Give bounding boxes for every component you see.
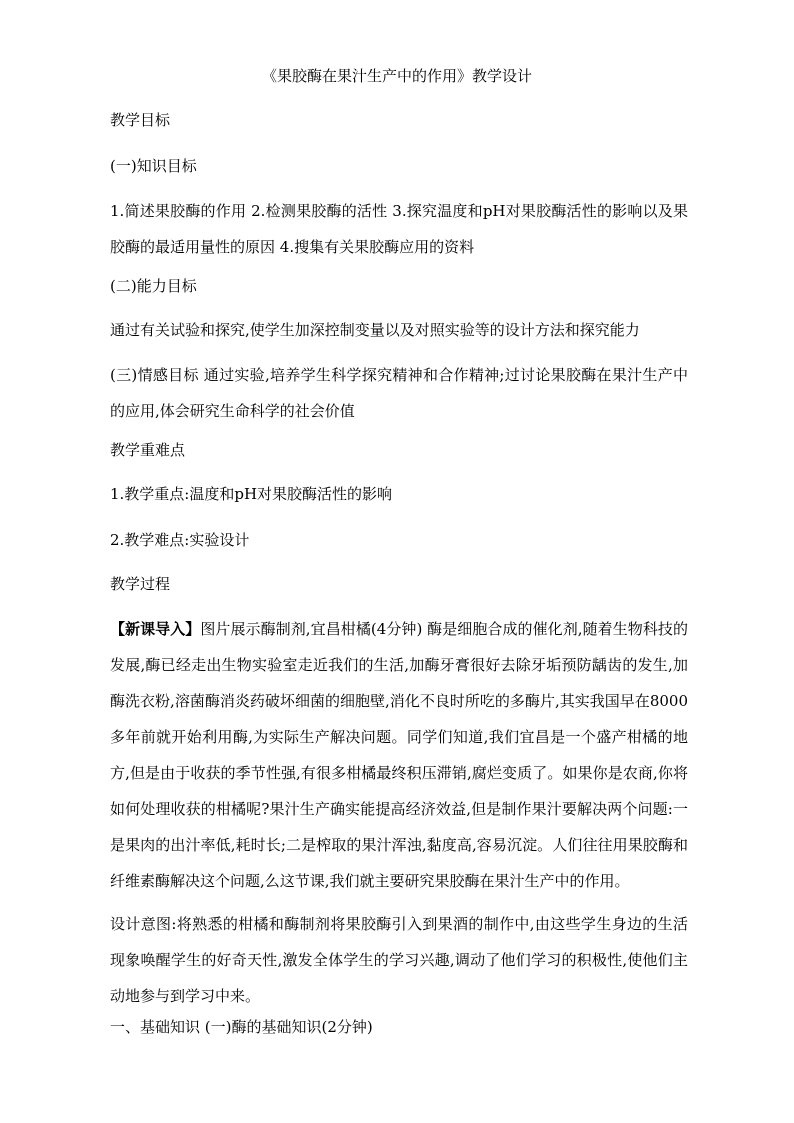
heading-teaching-process: 教学过程 <box>110 575 171 593</box>
knowledge-objectives-body: 1.简述果胶酶的作用 2.检测果胶酶的活性 3.探究温度和pH对果胶酶活性的影响以及果胶酶的最适用量性的原因 4.搜集有关果胶酶应用的资料 <box>110 202 688 256</box>
intro-body: 图片展示酶制剂,宜昌柑橘(4分钟) 酶是细胞合成的催化剂,随着生物科技的发展,酶已经走出生物实验室走近我们的生活,加酶牙膏很好去除牙垢预防龋齿的发生,加酶洗衣粉,溶菌酶消炎药破坏细菌的细胞壁,消化不良时所吃的多酶片,其实我国早在8000多年前就开始利用酶,为实际生产解决问题。同学们知道,我们宜昌是一个盛产柑橘的地方,但是由于收获的季节性强,有很多柑橘最终积压滞销,腐烂变质了。如果你是农商,你将如何处理收获的柑橘呢?果汁生产确实能提高经济效益,但是制作果汁要解决两个问题:一是果肉的出汁率低,耗时长;二是榨取的果汁浑浊,黏度高,容易沉淀。人们往往用果胶酶和纤维素酶解决这个问题,么这节课,我们就主要研究果胶酶在果汁生产中的作用。 <box>110 620 688 890</box>
heading-ability-objectives: (二)能力目标 <box>110 277 197 295</box>
section-one-heading: 一、基础知识 (一)酶的基础知识(2分钟) <box>110 1018 373 1036</box>
key-point-difficulty: 2.教学难点:实验设计 <box>110 531 250 549</box>
ability-objectives-body: 通过有关试验和探究,使学生加深控制变量以及对照实验等的设计方法和探究能力 <box>110 321 640 339</box>
document-title: 《果胶酶在果汁生产中的作用》教学设计 <box>261 67 532 85</box>
intro-paragraph <box>110 611 688 899</box>
design-intent-paragraph: 设计意图:将熟悉的柑橘和酶制剂将果胶酶引入到果酒的制作中,由这些学生身边的生活现象唤醒学生的好奇天性,激发全体学生的学习兴趣,调动了他们学习的积极性,使他们主动地参与到学习中来。 <box>110 915 688 1005</box>
heading-teaching-objectives: 教学目标 <box>110 111 171 129</box>
intro-label: 【新课导入】 <box>110 620 201 638</box>
heading-key-points: 教学重难点 <box>110 441 186 459</box>
heading-knowledge-objectives: (一)知识目标 <box>110 157 197 175</box>
emotion-objectives-body: (三)情感目标 通过实验,培养学生科学探究精神和合作精神;过讨论果胶酶在果汁生产中的应用,体会研究生命科学的社会价值 <box>110 366 688 420</box>
key-point-focus: 1.教学重点:温度和pH对果胶酶活性的影响 <box>110 485 393 503</box>
